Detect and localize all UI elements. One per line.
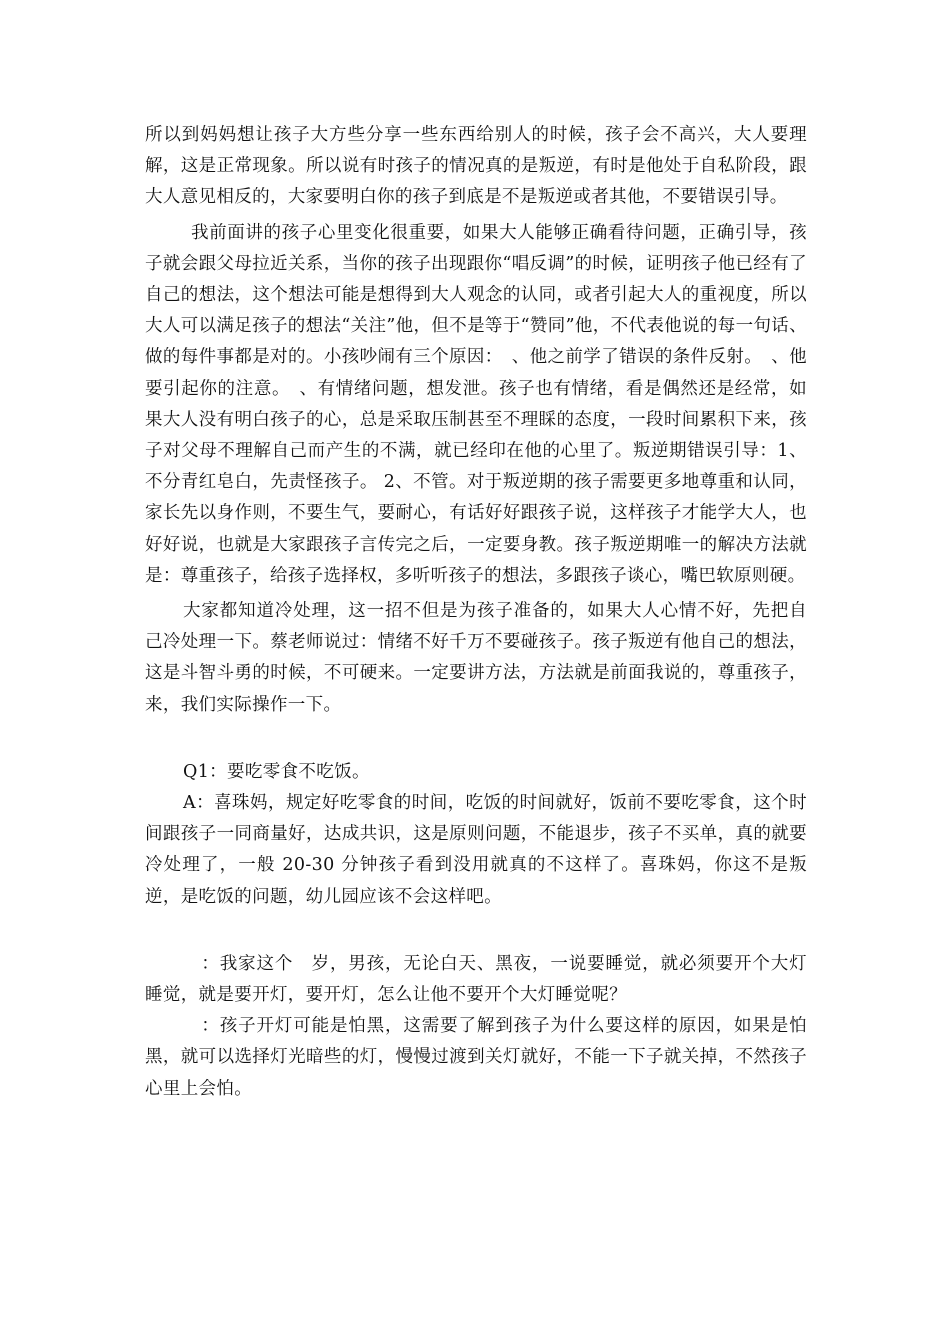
- paragraph-selfish-stage: 所以到妈妈想让孩子大方些分享一些东西给别人的时候，孩子会不高兴，大人要理解，这是正常现象。所以说有时孩子的情况真的是叛逆，有时是他处于自私阶段，跟大人意见相反的，大家要明白你的孩子到底是不是叛逆或者其他，不要错误引导。: [145, 125, 807, 208]
- question-light-on: ：我家这个 岁，男孩，无论白天、黑夜，一说要睡觉，就必须要开个大灯睡觉，就是要开灯，要开灯，怎么让他不要开个大灯睡觉呢？: [145, 953, 807, 1006]
- question-snacks: Q1：要吃零食不吃饭。: [183, 761, 370, 782]
- paragraph-cold-handling: 大家都知道冷处理，这一招不但是为孩子准备的，如果大人心情不好，先把自己冷处理一下。蔡老师说过：情绪不好千万不要碰孩子。孩子叛逆有他自己的想法，这是斗智斗勇的时候，不可硬来。一定要讲方法，方法就是前面我说的，尊重孩子，来，我们实际操作一下。: [145, 601, 807, 715]
- answer-snacks: A：喜珠妈，规定好吃零食的时间，吃饭的时间就好，饭前不要吃零食，这个时间跟孩子一同商量好，达成共识，这是原则问题，不能退步，孩子不买单，真的就要冷处理了，一般 20-30 分钟孩子看到没用就真的不这样了。喜珠妈，你这不是叛逆，是吃饭的问题，幼儿园应该不会这样吧。: [145, 793, 807, 907]
- answer-light-on: ：孩子开灯可能是怕黑，这需要了解到孩子为什么要这样的原因，如果是怕黑，就可以选择灯光暗些的灯，慢慢过渡到关灯就好，不能一下子就关掉，不然孩子心里上会怕。: [145, 1016, 807, 1099]
- paragraph-rebellion-guidance: 我前面讲的孩子心里变化很重要，如果大人能够正确看待问题，正确引导，孩子就会跟父母拉近关系，当你的孩子出现跟你“唱反调”的时候，证明孩子他已经有了自己的想法，这个想法可能是想得到大人观念的认同，或者引起大人的重视度，所以大人可以满足孩子的想法“关注”他，但不是等于“赞同”他，不代表他说的每一句话、做的每件事都是对的。小孩吵闹有三个原因： 、他之前学了错误的条件反射。 、他要引起你的注意。 、有情绪问题，想发泄。孩子也有情绪，看是偶然还是经常，如果大人没有明白孩子的心，总是采取压制甚至不理睬的态度，一段时间累积下来，孩子对父母不理解自己而产生的不满，就已经印在他的心里了。叛逆期错误引导：1、不分青红皂白，先责怪孩子。 2、不管。对于叛逆期的孩子需要更多地尊重和认同，家长先以身作则，不要生气，要耐心，有话好好跟孩子说，这样孩子才能学大人，也好好说，也就是大家跟孩子言传完之后，一定要身教。孩子叛逆期唯一的解决方法就是：尊重孩子，给孩子选择权，多听听孩子的想法，多跟孩子谈心，嘴巴软原则硬。: [145, 222, 807, 586]
- document-body: [145, 120, 807, 1105]
